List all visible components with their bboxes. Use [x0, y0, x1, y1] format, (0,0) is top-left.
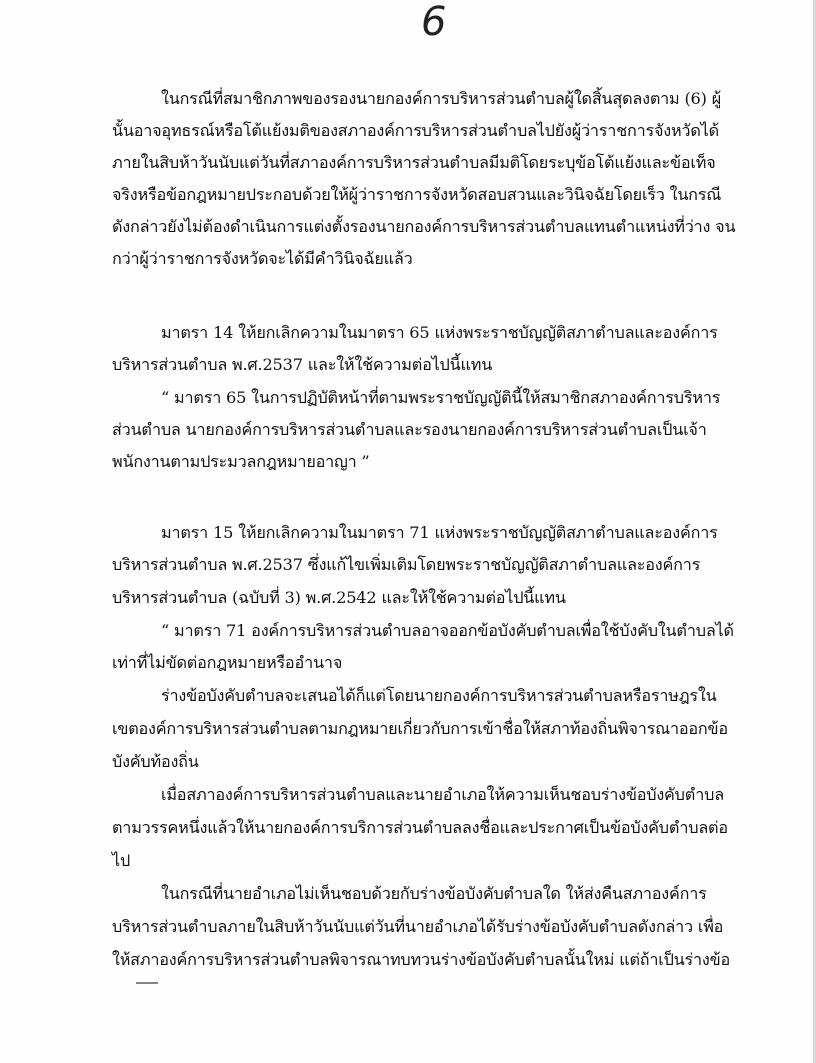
paragraph-line: ร่างข้อบังคับตำบลจะเสนอได้ก็แต่โดยนายกองค์การบริหารส่วนตำบลหรือราษฎรใน	[161, 686, 717, 705]
paragraph-line: พนักงานตามประมวลกฎหมายอาญา ”	[112, 452, 370, 471]
paragraph-line: ส่วนตำบล นายกองค์การบริหารส่วนตำบลและรองนายกองค์การบริหารส่วนตำบลเป็นเจ้า	[112, 420, 707, 439]
section-14-heading-line: มาตรา 14 ให้ยกเลิกความในมาตรา 65 แห่งพระราชบัญญัติสภาตำบลและองค์การ	[161, 323, 718, 342]
section-15-heading-line: มาตรา 15 ให้ยกเลิกความในมาตรา 71 แห่งพระราชบัญญัติสภาตำบลและองค์การ	[161, 523, 718, 542]
paragraph-line: จริงหรือข้อกฎหมายประกอบด้วยให้ผู้ว่าราชการจังหวัดสอบสวนและวินิจฉัยโดยเร็ว ในกรณี	[112, 185, 722, 204]
paragraph-line: เมื่อสภาองค์การบริหารส่วนตำบลและนายอำเภอให้ความเห็นชอบร่างข้อบังคับตำบล	[161, 785, 724, 804]
paragraph-line: ในกรณีที่สมาชิกภาพของรองนายกองค์การบริหารส่วนตำบลผู้ใดสิ้นสุดลงตาม (6) ผู้	[161, 89, 722, 108]
quoted-section-line: “ มาตรา 71 องค์การบริหารส่วนตำบลอาจออกข้อบังคับตำบลเพื่อใช้บังคับในตำบลได้	[161, 621, 734, 640]
paragraph-line: ดังกล่าวยังไม่ต้องดำเนินการแต่งตั้งรองนายกองค์การบริหารส่วนตำบลแทนตำแหน่งที่ว่าง จน	[112, 217, 736, 236]
paragraph-line: บริหารส่วนตำบล พ.ศ.2537 ซึ่งแก้ไขเพิ่มเติมโดยพระราชบัญญัติสภาตำบลและองค์การ	[112, 555, 701, 574]
paragraph-line: บังคับท้องถิ่น	[112, 752, 199, 771]
paragraph-line: บริหารส่วนตำบล พ.ศ.2537 และให้ใช้ความต่อไปนี้แทน	[112, 355, 493, 374]
scan-mark	[136, 982, 158, 984]
page-number: 6	[421, 0, 447, 45]
paragraph-line: ไป	[112, 851, 131, 870]
paragraph-line: ในกรณีที่นายอำเภอไม่เห็นชอบด้วยกับร่างข้อบังคับตำบลใด ให้ส่งคืนสภาองค์การ	[161, 884, 707, 903]
paragraph-line: นั้นอาจอุทธรณ์หรือโต้แย้งมติของสภาองค์การบริหารส่วนตำบลไปยังผู้ว่าราชการจังหวัดได้	[112, 121, 719, 140]
paragraph-line: กว่าผู้ว่าราชการจังหวัดจะได้มีคำวินิจฉัยแล้ว	[112, 249, 413, 268]
paragraph-line: บริหารส่วนตำบล (ฉบับที่ 3) พ.ศ.2542 และให้ใช้ความต่อไปนี้แทน	[112, 588, 566, 607]
paragraph-line: เท่าที่ไม่ขัดต่อกฎหมายหรืออำนาจ	[112, 653, 343, 672]
paragraph-line: ตามวรรคหนึ่งแล้วให้นายกองค์การบริการส่วนตำบลลงชื่อและประกาศเป็นข้อบังคับตำบลต่อ	[112, 818, 728, 837]
paragraph-line: บริหารส่วนตำบลภายในสิบห้าวันนับแต่วันที่นายอำเภอได้รับร่างข้อบังคับตำบลดังกล่าว เพื่อ	[112, 917, 724, 936]
paragraph-line: ให้สภาองค์การบริหารส่วนตำบลพิจารณาทบทวนร่างข้อบังคับตำบลนั้นใหม่ แต่ถ้าเป็นร่างข้อ	[112, 950, 730, 969]
paragraph-line: เขตองค์การบริหารส่วนตำบลตามกฎหมายเกี่ยวกับการเข้าชื่อให้สภาท้องถิ่นพิจารณาออกข้อ	[112, 719, 728, 738]
quoted-section-line: “ มาตรา 65 ในการปฏิบัติหน้าที่ตามพระราชบัญญัตินี้ให้สมาชิกสภาองค์การบริหาร	[161, 388, 721, 407]
paragraph-line: ภายในสิบห้าวันนับแต่วันที่สภาองค์การบริหารส่วนตำบลมีมติโดยระบุข้อโต้แย้งและข้อเท็จ	[112, 153, 716, 172]
